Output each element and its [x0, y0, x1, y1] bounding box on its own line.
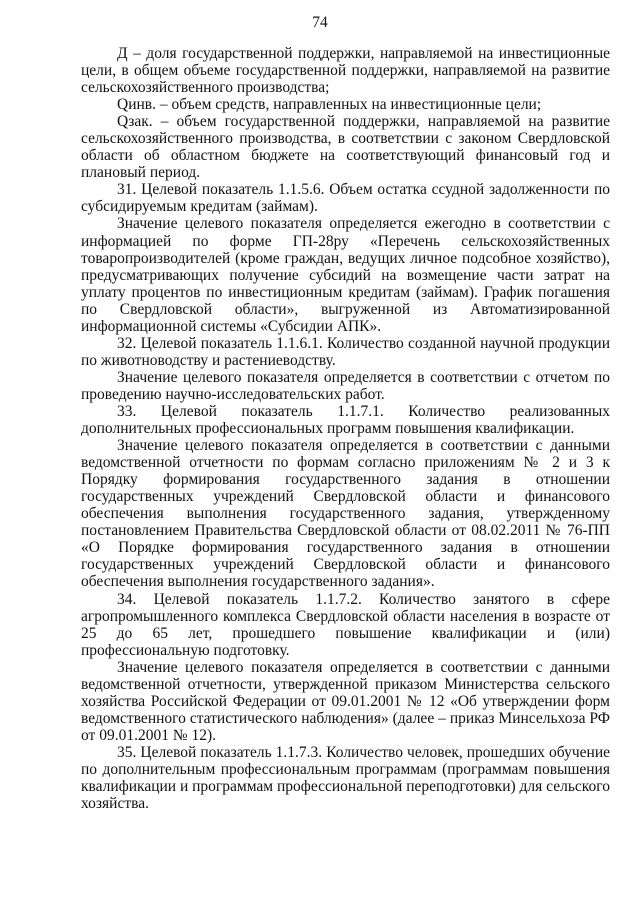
paragraph-share-definition: Д – доля государственной поддержки, направляемой на инвестиционные цели, в общем объеме государственной поддержки, направляемой на развитие сельскохозяйственного производства;	[81, 45, 610, 97]
paragraph-indicator-35: 35. Целевой показатель 1.1.7.3. Количество человек, прошедших обучение по дополнительным профессиональным программам (программам повышения квалификации и программам профессиональной переподготовки) для сельского хозяйства.	[81, 743, 611, 813]
paragraph-indicator-33: 33. Целевой показатель 1.1.7.1. Количество реализованных дополнительных профессиональных программ повышения квалификации.	[81, 402, 610, 438]
paragraph-indicator-34-value: Значение целевого показателя определяется в соответствии с данными ведомственной отчетности, утвержденной приказом Министерства сельского хозяйства Российской Федерации от 09.01.2001 № 12 «Об утверждении форм ведомственного статистического наблюдения» (далее – приказ Минсельхоза РФ от 09.01.2001 № 12).	[81, 658, 610, 744]
paragraph-qzak-definition: Qзак. – объем государственной поддержки, направляемой на развитие сельскохозяйственного производства, в соответствии с законом Свердловской области об областном бюджете на соответствующий финансовый год и плановый период.	[81, 113, 610, 182]
paragraph-indicator-34: 34. Целевой показатель 1.1.7.2. Количество занятого в сфере агропромышленного комплекса Свердловской области населения в возрасте от 25 до 65 лет, прошедшего повышение квалификации и (или) профессиональную подготовку.	[81, 590, 610, 659]
paragraph-indicator-32: 32. Целевой показатель 1.1.6.1. Количество созданной научной продукции по животноводству и растениеводству.	[81, 334, 610, 369]
body-text	[81, 45, 610, 812]
paragraph-indicator-32-value: Значение целевого показателя определяется в соответствии с отчетом по проведению научно-исследовательских работ.	[81, 368, 610, 403]
paragraph-indicator-31: 31. Целевой показатель 1.1.5.6. Объем остатка ссудной задолженности по субсидируемым кредитам (займам).	[81, 181, 610, 216]
paragraph-qinv-definition: Qинв. – объем средств, направленных на инвестиционные цели;	[117, 96, 542, 114]
page-number: 74	[312, 14, 328, 31]
paragraph-indicator-31-value: Значение целевого показателя определяется ежегодно в соответствии с информацией по форме ГП-28ру «Перечень сельскохозяйственных товаропроизводителей (кроме граждан, ведущих личное подсобное хозяйство), предусматривающих получение субсидий на возмещение части затрат на уплату процентов по инвестиционным кредитам (займам). График погашения по Свердловской области», выгруженной из Автоматизированной информационной системы «Субсидии АПК».	[81, 215, 610, 335]
paragraph-indicator-33-value: Значение целевого показателя определяется в соответствии с данными ведомственной отчетности по формам согласно приложениям № 2 и 3 к Порядку формирования государственного задания в отношении государственных учреждений Свердловской области и финансового обеспечения выполнения государственного задания, утвержденному постановлением Правительства Свердловской области от 08.02.2011 № 76-ПП «О Порядке формирования государственного задания в отношении государственных учреждений Свердловской области и финансового обеспечения выполнения государственного задания».	[81, 437, 610, 591]
